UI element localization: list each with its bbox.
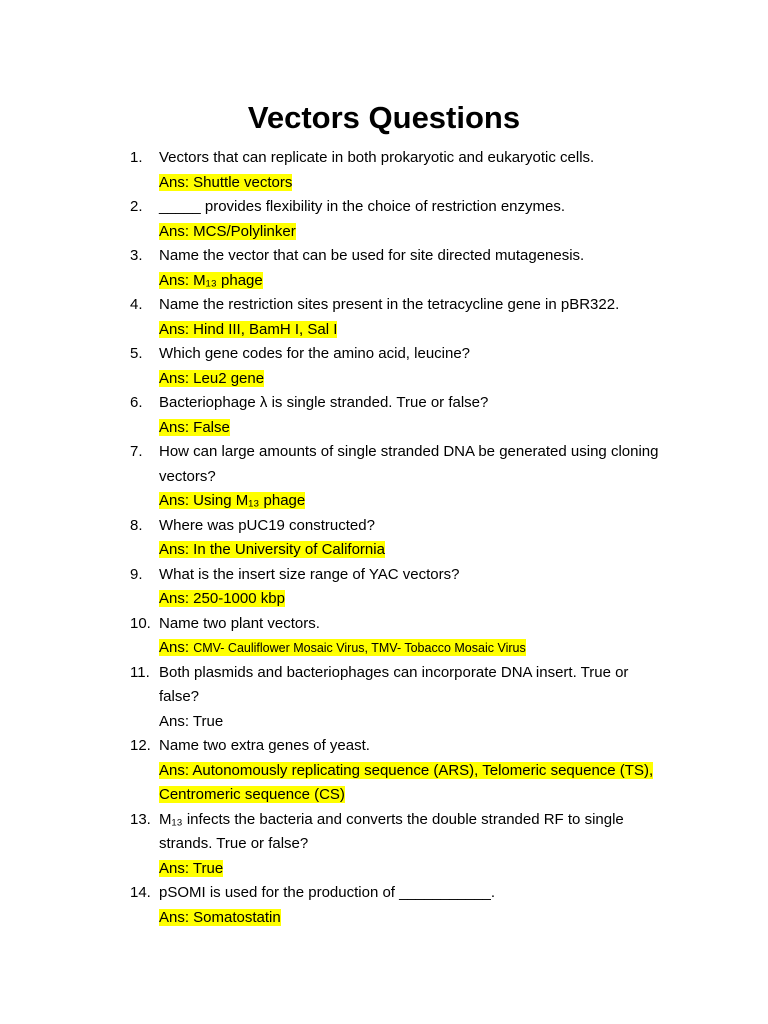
answer-text: Ans: MCS/Polylinker <box>159 222 296 240</box>
question-list <box>130 146 670 930</box>
question-text: Name the vector that can be used for site directed mutagenesis. <box>159 247 585 264</box>
question-item <box>130 881 670 930</box>
question-number: 11. <box>130 663 150 681</box>
question-item <box>130 293 670 342</box>
question-text: Name two extra genes of yeast. <box>159 737 370 754</box>
answer-text: Ans: Hind III, BamH I, Sal I <box>159 320 338 338</box>
question-text: Vectors that can replicate in both prokaryotic and eukaryotic cells. <box>159 149 595 166</box>
question-item <box>130 612 670 661</box>
answer-text: Ans: M₁₃ phage <box>159 271 263 289</box>
answer-text: Ans: Shuttle vectors <box>159 173 293 191</box>
question-number: 1. <box>130 149 143 166</box>
answer-text: Ans: Autonomously replicating sequence (ARS), Telomeric sequence (TS), Centromeric sequence (CS) <box>159 761 654 803</box>
document-title: Vectors Questions <box>247 100 521 135</box>
question-text: Which gene codes for the amino acid, leucine? <box>159 345 471 362</box>
answer-text: Ans: Somatostatin <box>159 908 281 926</box>
question-text: Where was pUC19 constructed? <box>159 516 375 534</box>
answer-text: Ans: Leu2 gene <box>159 369 265 387</box>
answer-text: Ans: <box>159 639 190 656</box>
question-item <box>130 195 670 244</box>
question-item <box>130 734 670 808</box>
question-number: 10. <box>130 614 151 632</box>
question-number: 9. <box>130 565 143 583</box>
question-item <box>130 391 670 440</box>
question-item <box>130 146 670 195</box>
question-number: 5. <box>130 345 143 362</box>
question-text: What is the insert size range of YAC vectors? <box>159 565 460 583</box>
question-text: Both plasmids and bacteriophages can incorporate DNA insert. True or false? <box>159 663 629 705</box>
question-item <box>130 661 670 735</box>
question-item <box>130 440 670 514</box>
question-number: 12. <box>130 737 151 754</box>
question-item <box>130 808 670 882</box>
question-number: 8. <box>130 516 143 534</box>
question-item <box>130 514 670 563</box>
question-item <box>130 244 670 293</box>
question-text: Bacteriophage λ is single stranded. True or false? <box>159 394 489 411</box>
question-number: 7. <box>130 443 143 460</box>
question-text: M₁₃ infects the bacteria and converts the double stranded RF to single strands. True or false? <box>159 810 624 852</box>
question-number: 13. <box>130 810 151 828</box>
answer-text: Ans: True <box>159 712 224 730</box>
question-number: 14. <box>130 884 151 901</box>
question-text: _____ provides flexibility in the choice of restriction enzymes. <box>159 198 566 215</box>
question-number: 4. <box>130 296 143 313</box>
question-text: pSOMI is used for the production of ___________. <box>159 884 496 901</box>
answer-detail: CMV- Cauliflower Mosaic Virus, TMV- Tobacco Mosaic Virus <box>193 641 526 655</box>
question-text: Name the restriction sites present in the tetracycline gene in pBR322. <box>159 296 620 313</box>
answer-text: Ans: True <box>159 859 224 877</box>
question-number: 3. <box>130 247 143 264</box>
answer-text: Ans: In the University of California <box>159 541 385 558</box>
answer-text: Ans: Using M₁₃ phage <box>159 492 306 509</box>
question-number: 6. <box>130 394 143 411</box>
question-item <box>130 342 670 391</box>
answer-text: Ans: 250-1000 kbp <box>159 590 285 607</box>
answer-text: Ans: False <box>159 418 230 436</box>
question-number: 2. <box>130 198 143 215</box>
question-text: How can large amounts of single stranded DNA be generated using cloning vectors? <box>159 443 659 485</box>
question-text: Name two plant vectors. <box>159 614 320 632</box>
question-item <box>130 563 670 612</box>
